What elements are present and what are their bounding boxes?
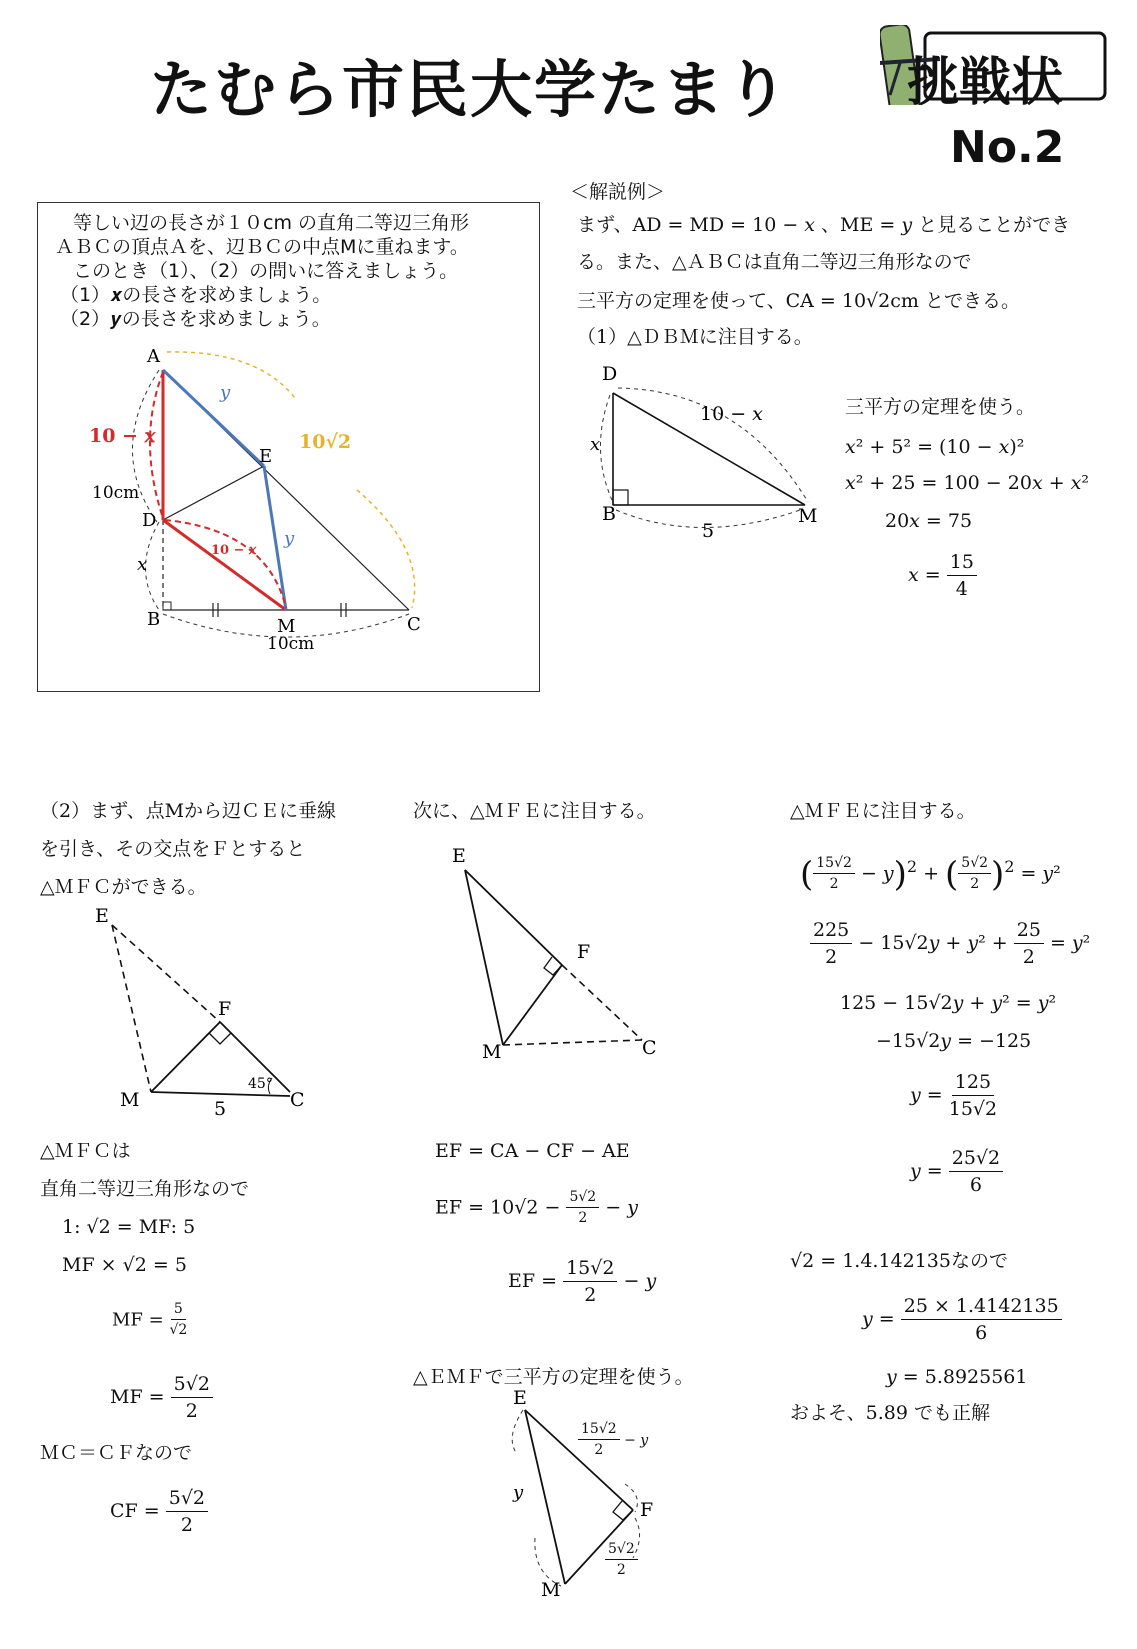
denominator: 15√2 (948, 1097, 998, 1120)
approx-note: √2 = 1.4.142135なので (790, 1250, 1008, 1272)
ef-equation-1: EF = CA − CF − AE (435, 1140, 630, 1162)
denominator: 2 (829, 876, 839, 893)
hypotenuse-label: 10 − 𝑥 (700, 403, 763, 425)
exponent: 2 (1004, 857, 1015, 877)
pythagoras-equation: ( $\frac{15√2}{2}$ − 𝑦)$^2$ + ( $\frac{5√2}{2}$ )$^2$ = 𝑦² (800, 854, 1061, 895)
vertex-m-label: M (482, 1041, 502, 1060)
fraction (166, 1488, 208, 1536)
denominator: 2 (594, 1442, 604, 1459)
fraction (949, 1072, 997, 1120)
ef2-tail: − 𝑦 (605, 1196, 638, 1219)
part2-intro-line: △ＭＦＣができる。 (40, 876, 207, 898)
problem-line: ＡＢＣの頂点Ａを、辺ＢＣの中点Mに重ねます。 (55, 236, 469, 258)
eq1-tail: − 𝑦 (860, 862, 894, 885)
label-10cm-left: 10cm (92, 483, 140, 503)
denominator: 6 (975, 1321, 988, 1344)
ef2-lhs: EF = 10√2 − (435, 1196, 561, 1219)
vertex-f-label: F (218, 998, 232, 1020)
triangle-mfe-figure (440, 840, 670, 1060)
vertex-d-label: D (142, 510, 157, 531)
explanation-line: （1）△ＤＢＭに注目する。 (577, 326, 813, 348)
mf-equation-1 (112, 1302, 187, 1339)
denominator: 4 (955, 577, 968, 600)
numerator: 5√2 (171, 1374, 213, 1398)
explanation-line: まず、AD = MD = 10 − 𝑥 、ME = 𝑦 と見ることができ (577, 214, 1071, 236)
step-equation: 20𝑥 = 75 (885, 510, 973, 532)
fraction (563, 1258, 617, 1306)
col3-heading: △ＭＦＥに注目する。 (790, 800, 976, 822)
numerator: 225 (810, 920, 852, 944)
fraction (566, 1190, 599, 1227)
numerator: 15√2 (813, 856, 855, 874)
explanation-line: 三平方の定理を使って、CA = 10√2cm とできる。 (577, 290, 1020, 312)
denominator: 2 (616, 1562, 626, 1579)
vertex-m-label: M (798, 505, 818, 527)
y-decimal-result: 𝑦 = 5.8925561 (886, 1366, 1028, 1388)
problem-line: このとき（1）、（2）の問いに答えましょう。 (73, 260, 459, 282)
cf-equation (110, 1488, 208, 1536)
solve-step: −15√2𝑦 = −125 (876, 1030, 1032, 1052)
fraction (171, 1374, 213, 1422)
numerator: 125 (952, 1072, 994, 1096)
ef-equation-3 (508, 1258, 656, 1306)
denominator: 2 (970, 876, 980, 893)
y-fraction-1 (910, 1072, 997, 1120)
problem-figure (37, 340, 537, 690)
col1-line: MF × √2 = 5 (62, 1254, 187, 1276)
side-5-label: 5 (702, 520, 715, 540)
denominator: 2 (578, 1210, 588, 1227)
label-x: 𝑥 (137, 554, 148, 575)
side-x-label: 𝑥 (590, 434, 601, 455)
mf2-lhs: MF = (110, 1385, 165, 1408)
denominator: 2 (825, 945, 838, 968)
vertex-m-label: M (541, 1579, 561, 1598)
triangle-dbm-figure (590, 360, 830, 540)
mc-cf-note: ＭＣ＝ＣＦなので (40, 1442, 193, 1464)
problem-line: （1）𝒙の長さを求めましょう。 (60, 284, 332, 306)
eq2-middle: − 15√2𝑦 + 𝑦² + (858, 931, 1008, 954)
side-y-label: 𝑦 (513, 1482, 524, 1503)
vertex-b-label: B (147, 609, 161, 630)
numerator: 15√2 (563, 1258, 617, 1282)
triangle-mfc-figure (90, 900, 320, 1120)
numerator: 5√2 (605, 1542, 638, 1560)
fraction (947, 552, 977, 600)
eq5-lhs: 𝑦 = (910, 1083, 943, 1106)
challenge-badge-label: 挑戦状 (907, 53, 1064, 113)
vertex-e-label: E (259, 446, 273, 467)
vertex-c-label: C (642, 1037, 657, 1059)
vertex-c-label: C (290, 1089, 305, 1111)
exponent: 2 (906, 857, 918, 877)
side-fraction-top (578, 1422, 648, 1459)
eq6-lhs: 𝑦 = (910, 1159, 943, 1182)
fraction (578, 1422, 620, 1459)
numerator: 5 (171, 1302, 186, 1320)
denominator: 6 (969, 1173, 982, 1196)
side-fraction-bottom (605, 1542, 638, 1579)
vertex-m-label: M (120, 1089, 140, 1111)
y-fraction-2 (910, 1148, 1003, 1196)
col1-line: △ＭＦＣは (40, 1140, 131, 1162)
fraction (958, 856, 991, 893)
vertex-b-label: B (602, 503, 616, 525)
problem-line: （2）𝒚の長さを求めましょう。 (60, 308, 331, 330)
col2-heading: 次に、△ＭＦＥに注目する。 (413, 800, 656, 822)
numerator: 5√2 (958, 856, 991, 874)
numerator: 15√2 (578, 1422, 620, 1440)
answer-x-lhs: 𝑥 = (908, 563, 941, 586)
numerator: 15 (947, 552, 977, 576)
ef3-tail: − 𝑦 (623, 1269, 657, 1292)
eq1-rhs: = 𝑦² (1020, 862, 1061, 885)
denominator: 2 (1022, 945, 1035, 968)
issue-number: No.2 (950, 122, 1065, 173)
mf-equation-2 (110, 1374, 213, 1422)
eq7-lhs: 𝑦 = (862, 1307, 895, 1330)
side-fraction-top-tail: − 𝑦 (624, 1432, 649, 1449)
numerator: 25 (1014, 920, 1044, 944)
angle-45-label: 45° (248, 1076, 273, 1092)
numerator: 5√2 (566, 1190, 599, 1208)
ef-equation-2 (435, 1190, 638, 1227)
fraction (949, 1148, 1003, 1196)
vertex-c-label: C (407, 614, 421, 635)
cf-lhs: CF = (110, 1499, 160, 1522)
fraction (901, 1296, 1062, 1344)
label-10cm-bottom: 10cm (267, 634, 315, 654)
vertex-e-label: E (452, 845, 466, 867)
expanded-equation (810, 920, 1090, 968)
part2-intro-line: を引き、その交点をＦとすると (40, 838, 306, 860)
plus-sign: + (923, 862, 939, 885)
denominator: 2 (180, 1513, 193, 1536)
page-title: たむら市民大学たまり (150, 53, 791, 126)
vertex-f-label: F (577, 941, 591, 963)
denominator: √2 (169, 1322, 188, 1339)
vertex-e-label: E (513, 1388, 527, 1409)
vertex-m-label: M (277, 616, 296, 637)
vertex-e-label: E (95, 905, 109, 927)
problem-line: 等しい辺の長さが１０cm の直角二等辺三角形 (73, 212, 469, 234)
label-10-root2: 10√2 (299, 431, 352, 453)
label-y-lower: 𝑦 (284, 528, 295, 549)
fraction (169, 1302, 187, 1339)
col1-line: 1: √2 = MF: 5 (62, 1216, 196, 1238)
emf-heading: △ＥＭＦで三平方の定理を使う。 (413, 1366, 694, 1388)
y-approx-fraction (862, 1296, 1062, 1344)
denominator: 2 (584, 1283, 597, 1306)
vertex-a-label: A (147, 346, 160, 367)
eq2-rhs: = 𝑦² (1049, 931, 1091, 954)
fraction (1014, 920, 1044, 968)
fraction (605, 1542, 638, 1579)
vertex-d-label: D (602, 363, 618, 385)
part2-intro-line: （2）まず、点Mから辺ＣＥに垂線 (40, 800, 337, 822)
ef3-lhs: EF = (508, 1269, 558, 1292)
label-y-upper: 𝑦 (220, 382, 231, 403)
fraction (813, 856, 855, 893)
denominator: 2 (185, 1399, 198, 1422)
step-text: 三平方の定理を使う。 (845, 396, 1036, 418)
label-10-minus-x: 10 − 𝑥 (89, 425, 156, 447)
explanation-heading: ＜解説例＞ (570, 181, 666, 203)
explanation-line: る。また、△ＡＢＣは直角二等辺三角形なので (577, 251, 972, 273)
fraction (810, 920, 852, 968)
final-answer-note: およそ、5.89 でも正解 (790, 1402, 990, 1424)
numerator: 25 × 1.4142135 (901, 1296, 1062, 1320)
side-5-label: 5 (214, 1098, 227, 1120)
step-equation: 𝑥² + 5² = (10 − 𝑥)² (845, 436, 1025, 458)
mf1-lhs: MF = (112, 1309, 164, 1331)
numerator: 25√2 (949, 1148, 1003, 1172)
numerator: 5√2 (166, 1488, 208, 1512)
answer-x (908, 552, 977, 600)
col1-line: 直角二等辺三角形なので (40, 1178, 250, 1200)
vertex-f-label: F (640, 1499, 654, 1521)
simplified-equation: 125 − 15√2𝑦 + 𝑦² = 𝑦² (840, 992, 1057, 1014)
step-equation: 𝑥² + 25 = 100 − 20𝑥 + 𝑥² (845, 472, 1089, 494)
label-10-minus-x-small: 10 − 𝑥 (211, 543, 257, 558)
